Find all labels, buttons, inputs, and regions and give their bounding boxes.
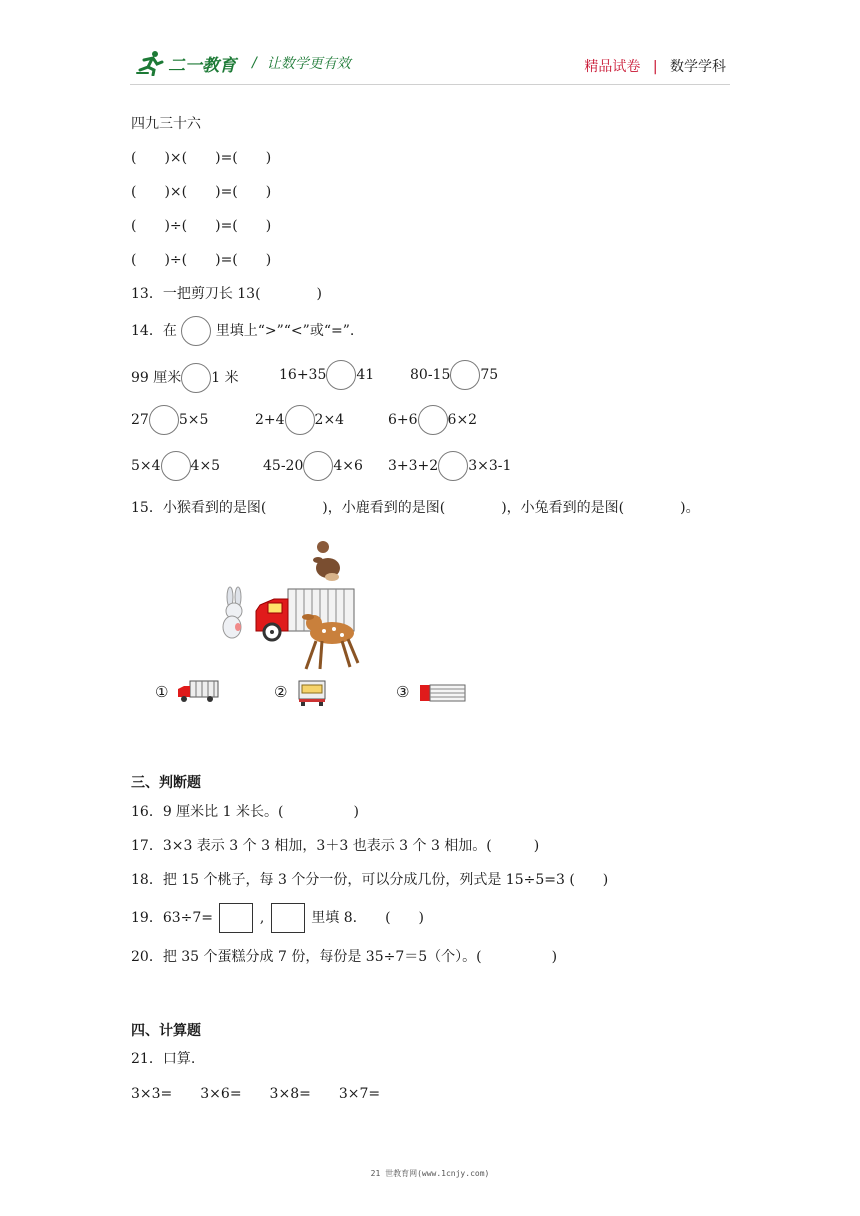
- truck-scene-illustration: [210, 535, 370, 675]
- compare-item: [388, 412, 477, 428]
- answer-box-example: [271, 903, 305, 933]
- compare-left: 45-20: [263, 458, 304, 474]
- compare-circle[interactable]: [326, 360, 356, 390]
- option-2-label: ②: [274, 683, 288, 701]
- question-14-prompt: [131, 320, 354, 340]
- compare-left: 27: [131, 412, 149, 428]
- option-2: [274, 683, 287, 701]
- compare-circle[interactable]: [450, 360, 480, 390]
- oral-calculation-row: 3×3= 3×6= 3×8= 3×7=: [131, 1086, 381, 1102]
- compare-item: [131, 367, 239, 387]
- compare-right: 4×5: [190, 458, 221, 474]
- compare-right: 3×3-1: [468, 458, 512, 474]
- question-19-statement: 里填 8. ( ): [311, 910, 424, 926]
- question-17: 17．3×3 表示 3 个 3 相加，3＋3 也表示 3 个 3 相加。( ): [131, 838, 540, 854]
- logo-slogan: 让数学更有效: [266, 56, 351, 72]
- header-separator: |: [652, 59, 658, 75]
- compare-circle[interactable]: [303, 451, 333, 481]
- compare-right: 5×5: [178, 412, 209, 428]
- option-3-label: ③: [396, 683, 410, 701]
- compare-item: [279, 367, 374, 383]
- logo-text: 二一教育: [168, 55, 236, 76]
- blank-equation-1: ( )×( )=( ): [131, 150, 272, 166]
- truck-side-view-icon: [176, 679, 220, 703]
- compare-item: [388, 458, 511, 474]
- truck-back-view-icon: [297, 679, 327, 707]
- question-14-lead: 14．在: [131, 323, 177, 339]
- compare-item: [131, 458, 220, 474]
- compare-right: 4×6: [333, 458, 363, 474]
- question-13: 13．一把剪刀长 13( ): [131, 286, 323, 302]
- page-footer: 21 世教育网(www.1cnjy.com): [370, 1169, 490, 1178]
- rhyme-line: 四九三十六: [131, 116, 201, 132]
- blank-equation-2: ( )×( )=( ): [131, 184, 272, 200]
- question-15: 15．小猴看到的是图( )，小鹿看到的是图( )，小兔看到的是图( )。: [131, 500, 700, 516]
- question-19-comma: ,: [259, 910, 265, 926]
- header-divider: [130, 84, 730, 85]
- compare-right: 41: [356, 367, 375, 383]
- compare-left: 6+6: [388, 412, 418, 428]
- compare-item: [410, 367, 498, 383]
- compare-left: 16+35: [279, 367, 327, 383]
- paper-type-label: 精品试卷: [584, 59, 641, 75]
- question-20: 20．把 35 个蛋糕分成 7 份，每份是 35÷7＝5（个）。( ): [131, 949, 558, 965]
- compare-item: [255, 412, 344, 428]
- subject-label: 数学学科: [670, 59, 726, 75]
- header-logo: [136, 50, 351, 76]
- blank-equation-4: ( )÷( )=( ): [131, 252, 272, 268]
- compare-circle[interactable]: [149, 405, 179, 435]
- question-16: 16．9 厘米比 1 米长。( ): [131, 804, 359, 820]
- compare-right: 6×2: [447, 412, 478, 428]
- question-19: [131, 907, 424, 927]
- compare-right: 75: [480, 367, 499, 383]
- compare-right: 2×4: [314, 412, 345, 428]
- compare-left: 3+3+2: [388, 458, 439, 474]
- header-right: [584, 56, 726, 76]
- compare-left: 2+4: [255, 412, 285, 428]
- question-21: 21．口算.: [131, 1051, 196, 1067]
- truck-top-view-icon: [419, 683, 467, 703]
- question-18: 18．把 15 个桃子，每 3 个分一份，可以分成几份，列式是 15÷5=3 ( ): [131, 872, 609, 888]
- rabbit-icon: [223, 587, 242, 638]
- runner-logo-icon: [136, 50, 164, 76]
- answer-box[interactable]: [219, 903, 253, 933]
- compare-left: 99 厘米: [131, 370, 182, 386]
- compare-right: 1 米: [211, 370, 239, 386]
- section-3-title: 三、判断题: [131, 775, 201, 791]
- compare-circle[interactable]: [418, 405, 448, 435]
- compare-item: [263, 458, 363, 474]
- compare-circle[interactable]: [161, 451, 191, 481]
- compare-left: 5×4: [131, 458, 161, 474]
- question-19-equation: 19．63÷7=: [131, 910, 213, 926]
- option-3: [396, 683, 409, 701]
- compare-circle[interactable]: [285, 405, 315, 435]
- compare-left: 80-15: [410, 367, 451, 383]
- blank-equation-3: ( )÷( )=( ): [131, 218, 272, 234]
- logo-slash: /: [252, 55, 257, 71]
- question-14-instruction: 里填上“>”“<”或“=”.: [215, 323, 355, 339]
- compare-item: [131, 412, 208, 428]
- option-1-label: ①: [155, 683, 169, 701]
- compare-circle-example: [181, 316, 211, 346]
- monkey-icon: [313, 541, 340, 581]
- section-4-title: 四、计算题: [131, 1023, 201, 1039]
- compare-circle[interactable]: [181, 363, 211, 393]
- compare-circle[interactable]: [438, 451, 468, 481]
- option-1: [155, 683, 168, 701]
